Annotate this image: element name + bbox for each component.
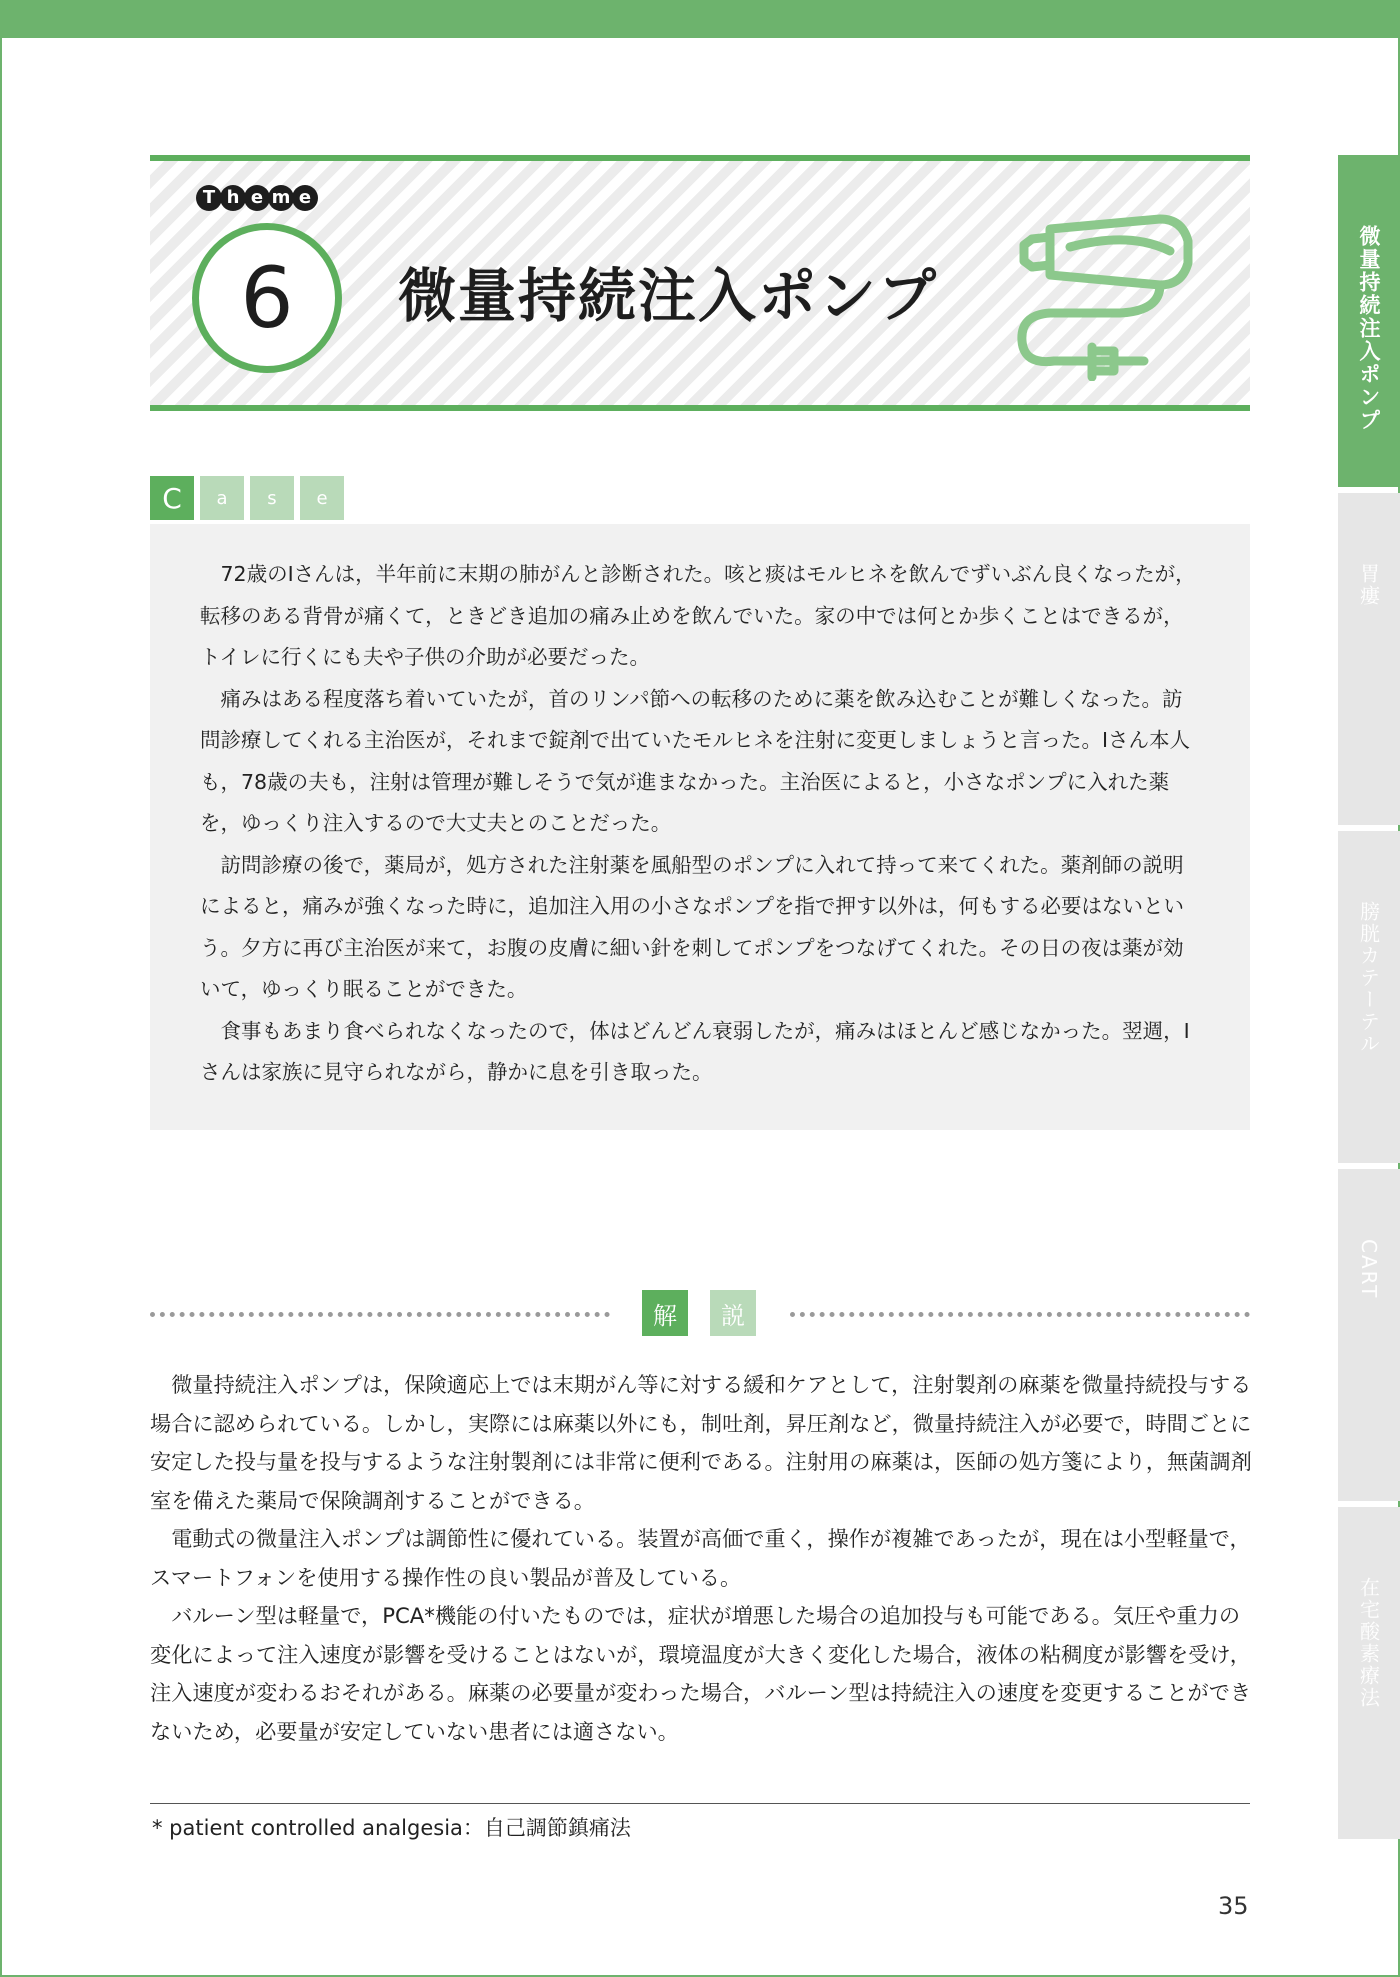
page-number: 35 bbox=[1218, 1892, 1249, 1920]
dotted-divider bbox=[150, 1312, 610, 1318]
theme-label bbox=[196, 185, 316, 211]
case-paragraph: 痛みはある程度落ち着いていたが，首のリンパ節への転移のために薬を飲み込むことが難しくなった。訪問診療してくれる主治医が，それまで錠剤で出ていたモルヒネを注射に変更しましょうと言った。Iさん本人も，78歳の夫も，注射は管理が難しそうで気が進まなかった。主治医によると，小さなポンプに入れた薬を，ゆっくり注入するので大丈夫とのことだった。 bbox=[200, 686, 1191, 835]
case-paragraph: 訪問診療の後で，薬局が，処方された注射薬を風船型のポンプに入れて持って来てくれた。薬剤師の説明によると，痛みが強くなった時に，追加注入用の小さなポンプを指で押す以外は，何もする必要はないという。夕方に再び主治医が来て，お腹の皮膚に細い針を刺してポンプをつなげてくれた。その日の夜は薬が効いて，ゆっくり眠ることができた。 bbox=[200, 852, 1184, 1001]
tab-cart[interactable] bbox=[1338, 1169, 1400, 1501]
tab-label: 在宅酸素療法 bbox=[1356, 1577, 1381, 1709]
tab-label: 膀胱カテーテル bbox=[1356, 901, 1381, 1055]
tab-home-oxygen[interactable] bbox=[1338, 1507, 1400, 1839]
case-paragraph: 72歳のIさんは，半年前に末期の肺がんと診断された。咳と痰はモルヒネを飲んでずいぶん良くなったが，転移のある背骨が痛くて，ときどき追加の痛み止めを飲んでいた。家の中では何とか歩くことはできるが，トイレに行くにも夫や子供の介助が必要だった。 bbox=[200, 562, 1196, 669]
balloon-pump-icon bbox=[1010, 201, 1210, 381]
case-letter: a bbox=[200, 476, 244, 520]
theme-number: 6 bbox=[240, 249, 294, 347]
case-letter: C bbox=[150, 476, 194, 520]
dotted-divider bbox=[790, 1312, 1250, 1318]
tab-label: CART bbox=[1357, 1239, 1381, 1300]
theme-number-badge bbox=[192, 223, 342, 373]
tab-label: 胃瘻 bbox=[1356, 563, 1381, 607]
tab-bladder-catheter[interactable] bbox=[1338, 831, 1400, 1163]
theme-letter: e bbox=[244, 185, 270, 211]
theme-letter: T bbox=[196, 185, 222, 211]
commentary-char: 解 bbox=[642, 1290, 688, 1336]
commentary-paragraph: 電動式の微量注入ポンプは調節性に優れている。装置が高価で重く，操作が複雑であったが，現在は小型軽量で，スマートフォンを使用する操作性の良い製品が普及している。 bbox=[150, 1526, 1251, 1590]
commentary-char: 説 bbox=[710, 1290, 756, 1336]
case-letter: e bbox=[300, 476, 344, 520]
case-panel bbox=[150, 524, 1250, 1130]
commentary-label bbox=[642, 1290, 756, 1336]
theme-letter: h bbox=[220, 185, 246, 211]
tab-label: 微量持続注入ポンプ bbox=[1357, 225, 1381, 432]
case-letter: s bbox=[250, 476, 294, 520]
tab-micro-infusion-pump[interactable] bbox=[1338, 155, 1400, 487]
commentary-body bbox=[150, 1366, 1254, 1751]
case-label bbox=[150, 476, 344, 520]
page-title: 微量持続注入ポンプ bbox=[398, 262, 939, 330]
footnote-divider bbox=[150, 1803, 1250, 1804]
commentary-header bbox=[150, 1290, 1250, 1338]
theme-letter: e bbox=[292, 185, 318, 211]
case-paragraph: 食事もあまり食べられなくなったので，体はどんどん衰弱したが，痛みはほとんど感じなかった。翌週，Iさんは家族に見守られながら，静かに息を引き取った。 bbox=[200, 1018, 1190, 1084]
commentary-paragraph: バルーン型は軽量で，PCA*機能の付いたものでは，症状が増悪した場合の追加投与も可能である。気圧や重力の変化によって注入速度が影響を受けることはないが，環境温度が大きく変化した場合，液体の粘稠度が影響を受け，注入速度が変わるおそれがある。麻薬の必要量が変わった場合，バルーン型は持続注入の速度を変更することができないため，必要量が安定していない患者には適さない。 bbox=[150, 1603, 1252, 1744]
section-tabs bbox=[1338, 155, 1400, 1845]
theme-header bbox=[150, 155, 1250, 411]
tab-gastrostomy[interactable] bbox=[1338, 493, 1400, 825]
footnote: * patient controlled analgesia：自己調節鎮痛法 bbox=[152, 1816, 631, 1840]
theme-letter: m bbox=[268, 185, 294, 211]
commentary-paragraph: 微量持続注入ポンプは，保険適応上では末期がん等に対する緩和ケアとして，注射製剤の麻薬を微量持続投与する場合に認められている。しかし，実際には麻薬以外にも，制吐剤，昇圧剤など，微量持続注入が必要で，時間ごとに安定した投与量を投与するような注射製剤には非常に便利である。注射用の麻薬は，医師の処方箋により，無菌調剤室を備えた薬局で保険調剤することができる。 bbox=[150, 1372, 1252, 1513]
